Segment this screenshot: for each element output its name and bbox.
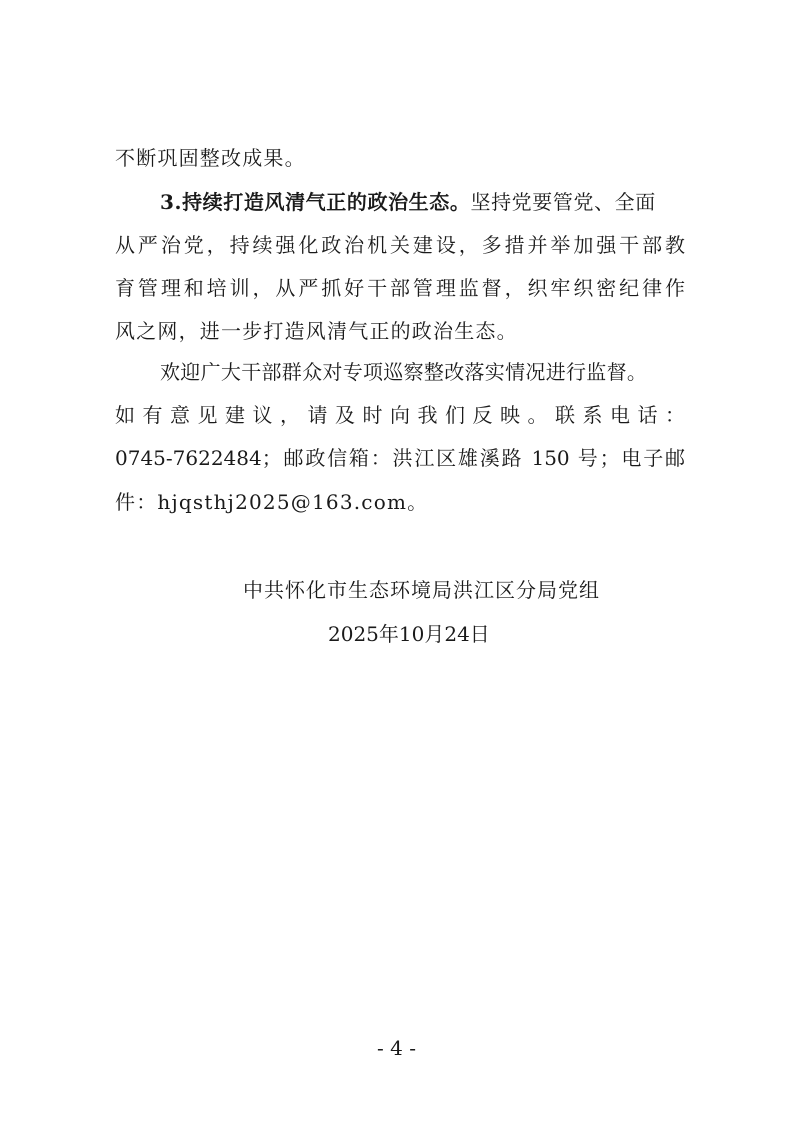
section-3-first-line	[160, 188, 685, 216]
section-3-line-4: 风之网，进一步打造风清气正的政治生态。	[115, 319, 518, 343]
section-3-line-3: 育管理和培训，从严抓好干部管理监督，织牢织密纪律作	[115, 276, 685, 300]
supervision-line-1: 欢迎广大干部群众对专项巡察整改落实情况进行监督。	[160, 360, 648, 384]
signature-date: 2025年10月24日	[328, 622, 490, 646]
section-3-heading: 3.持续打造风清气正的政治生态。	[160, 190, 471, 214]
section-3-line-1-rest: 坚持党要管党、全面	[470, 190, 656, 214]
supervision-line-4: 件：hjqsthj2025@163.com。	[115, 490, 429, 514]
section-3-line-2: 从严治党，持续强化政治机关建设，多措并举加强干部教	[115, 233, 685, 257]
page-number: - 4 -	[377, 1036, 416, 1060]
body-line-1: 不断巩固整改成果。	[115, 146, 306, 170]
supervision-line-2: 如有意见建议，请及时向我们反映。联系电话：	[115, 403, 685, 427]
supervision-line-3: 0745-7622484；邮政信箱：洪江区雄溪路 150 号；电子邮	[115, 446, 685, 470]
signature-organization: 中共怀化市生态环境局洪江区分局党组	[243, 578, 600, 602]
